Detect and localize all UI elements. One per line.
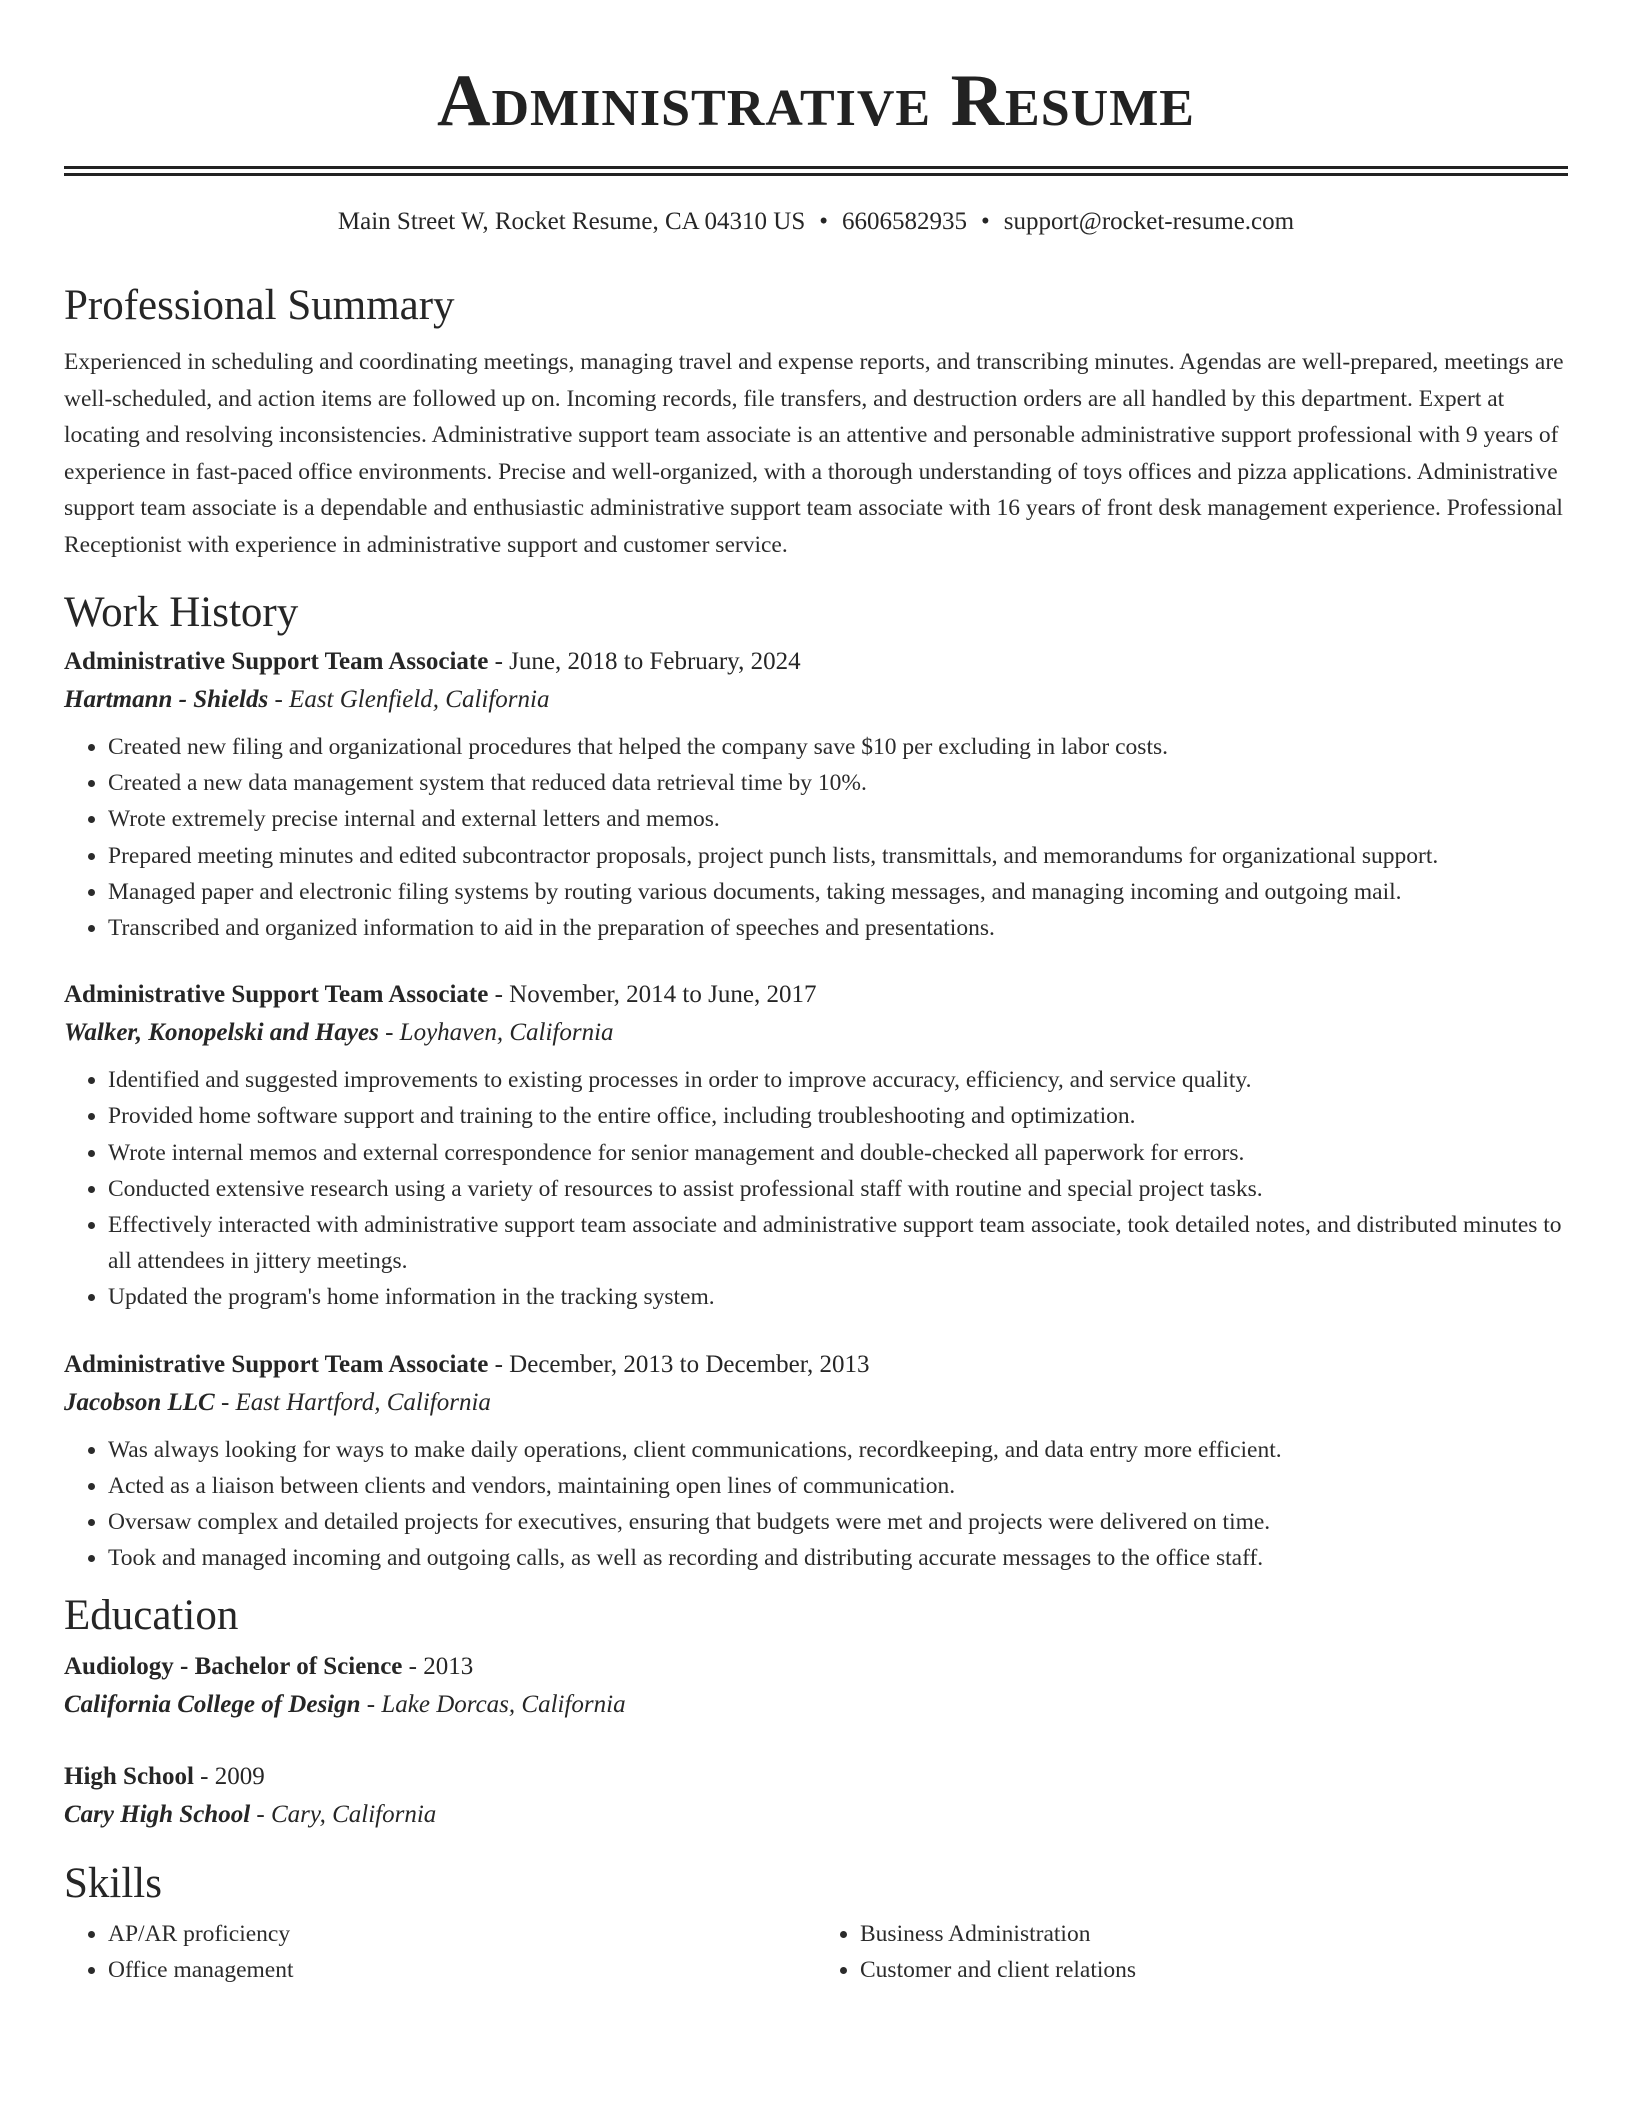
job-company: Jacobson LLC [64,1388,215,1416]
contact-phone: 6606582935 [842,208,968,235]
education-school: California College of Design [64,1691,361,1719]
contact-email: support@rocket-resume.com [1003,208,1295,235]
summary-heading: Professional Summary [64,282,455,329]
education-location: - Cary, California [250,1801,437,1829]
job-dates: - December, 2013 to December, 2013 [488,1350,870,1378]
skills-grid [64,1916,1568,1988]
job-bullet: • Managed paper and electronic filing systems by routing various documents, taking messages, and managing incoming and outgoing mail. [108,874,1568,910]
skill-item: • Customer and client relations [860,1952,1568,1988]
job-bullet: • Created new filing and organizational procedures that helped the company save $10 per excluding in labor costs. [108,729,1568,765]
job-bullet: • Wrote internal memos and external correspondence for senior management and double-checked all paperwork for errors. [108,1135,1568,1171]
job-bullet: • Oversaw complex and detailed projects for executives, ensuring that budgets were met and projects were delivered on time. [108,1504,1568,1540]
job-company: Hartmann - Shields [64,686,269,713]
education-year: - 2013 [402,1653,474,1681]
education-degree-line [64,1648,1568,1686]
job-bullet: • Created a new data management system that reduced data retrieval time by 10%. [108,765,1568,801]
job-location: - East Hartford, California [214,1388,491,1416]
job-company-line [64,1384,1568,1422]
education-school-line [64,1796,1568,1834]
job-company-line [64,681,1568,719]
job-bullet: • Updated the program's home information in the tracking system. [108,1279,1568,1315]
education-location: - Lake Dorcas, California [360,1691,626,1719]
job-dates: - November, 2014 to June, 2017 [488,981,817,1009]
job-dates: - June, 2018 to February, 2024 [488,648,801,675]
education-entry [64,1758,1568,1834]
job-bullet: • Effectively interacted with administrative support team associate and administrative support team associate, took detailed notes, and distributed minutes to all attendees in jittery meetings. [108,1207,1568,1279]
job-bullet: • Provided home software support and training to the entire office, including troubleshooting and optimization. [108,1098,1568,1134]
job-location: - Loyhaven, California [378,1019,614,1047]
job-bullet: • Was always looking for ways to make daily operations, client communications, recordkeeping, and data entry more efficient. [108,1432,1568,1468]
skills-heading: Skills [64,1860,162,1908]
job-bullet-list [64,1062,1568,1315]
job-title-line [64,1346,1568,1384]
skill-item: • AP/AR proficiency [108,1916,816,1952]
job-title-line [64,976,1568,1014]
job-bullet: • Took and managed incoming and outgoing calls, as well as recording and distributing accurate messages to the office staff. [108,1540,1568,1576]
job-bullet: • Transcribed and organized information to aid in the preparation of speeches and presentations. [108,910,1568,946]
contact-address: Main Street W, Rocket Resume, CA 04310 US [337,208,806,235]
skill-item: • Business Administration [860,1916,1568,1952]
job-bullet: • Acted as a liaison between clients and vendors, maintaining open lines of communication. [108,1468,1568,1504]
job-role: Administrative Support Team Associate [64,648,489,675]
job-entry [64,1346,1568,1577]
job-bullet-list [64,1432,1568,1577]
education-degree: High School [64,1763,194,1791]
job-bullet: • Wrote extremely precise internal and external letters and memos. [108,801,1568,837]
summary-text: Experienced in scheduling and coordinating meetings, managing travel and expense reports, and transcribing minutes. Agendas are well-prepared, meetings are well-scheduled, and action items are followed up on. Incoming records, file transfers, and destruction orders are all handled by this department. Expert at locating and resolving inconsistencies. Administrative support team associate is an attentive and personable administrative support professional with 9 years of experience in fast-paced office environments. Precise and well-organized, with a thorough understanding of toys offices and pizza applications. Administrative support team associate is a dependable and enthusiastic administrative support team associate with 16 years of front desk management experience. Professional Receptionist with experience in administrative support and customer service. [64,349,1564,558]
job-bullet-list [64,729,1568,946]
work-history-heading: Work History [64,589,299,636]
job-entry [64,976,1568,1315]
job-bullet: • Identified and suggested improvements to existing processes in order to improve accuracy, efficiency, and service quality. [108,1062,1568,1098]
contact-line [64,206,1568,238]
skills-column-left [64,1916,816,1988]
job-company-line [64,1014,1568,1052]
skill-item: • Office management [108,1952,816,1988]
education-school: Cary High School [64,1801,251,1829]
education-entry [64,1648,1568,1724]
resume-title: Administrative Resume [437,60,1195,142]
skills-column-right [816,1916,1568,1988]
education-degree: Audiology - Bachelor of Science [64,1653,403,1681]
job-role: Administrative Support Team Associate [64,981,489,1009]
job-bullet: • Conducted extensive research using a variety of resources to assist professional staff with routine and special project tasks. [108,1171,1568,1207]
title-double-rule [64,166,1568,176]
job-title-line [64,643,1568,681]
job-entry [64,643,1568,946]
contact-separator: • [819,208,829,235]
job-company: Walker, Konopelski and Hayes [64,1019,379,1047]
job-bullet: • Prepared meeting minutes and edited subcontractor proposals, project punch lists, transmittals, and memorandums for organizational support. [108,838,1568,874]
contact-separator: • [981,208,990,235]
job-role: Administrative Support Team Associate [64,1350,489,1378]
education-heading: Education [64,1592,239,1640]
education-school-line [64,1686,1568,1724]
education-year: - 2009 [193,1763,265,1791]
education-degree-line [64,1758,1568,1796]
job-location: - East Glenfield, California [268,686,550,713]
